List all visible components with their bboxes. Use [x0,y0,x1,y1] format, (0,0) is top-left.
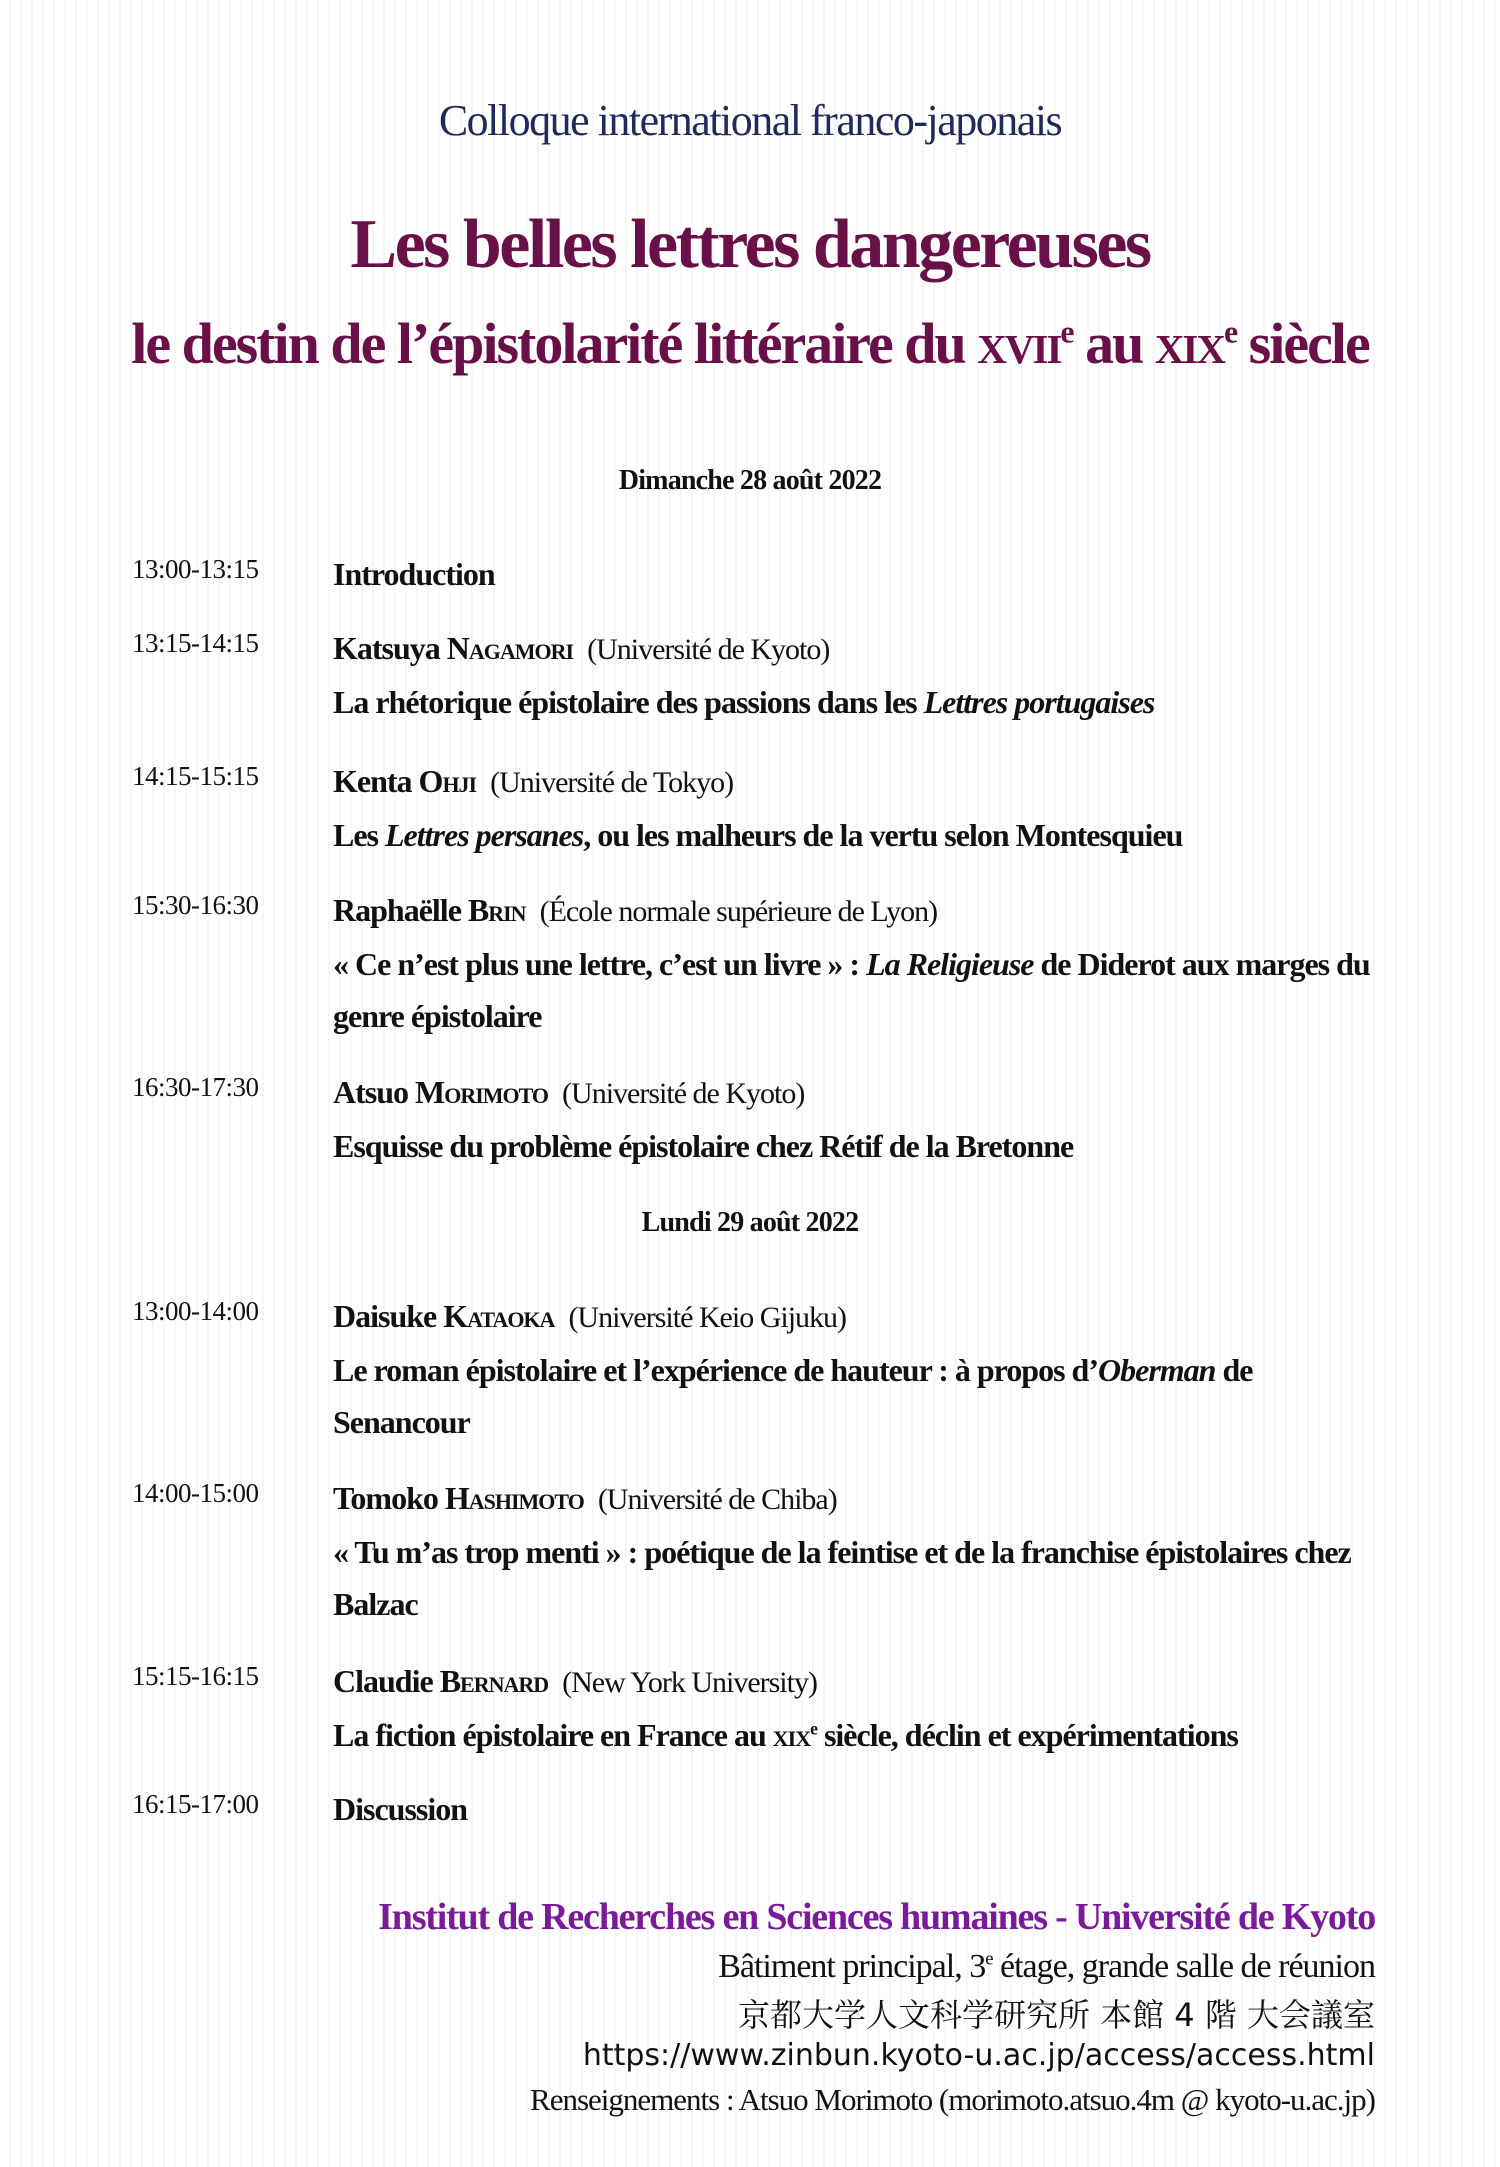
speaker [333,1472,1393,1526]
text-segment: Les [333,817,385,853]
session-time: 15:30-16:30 [132,890,259,920]
speaker-affiliation: (Université de Tokyo) [490,766,734,799]
speaker-last-name: Brin [467,892,526,928]
text-segment: au [1072,311,1155,376]
talk-title [333,1526,1393,1630]
speaker-affiliation: (École normale supérieure de Lyon) [539,895,938,928]
session-time: 16:15-17:00 [132,1789,259,1819]
access-url[interactable]: https://www.zinbun.kyoto-u.ac.jp/access/access.html [582,2038,1375,2073]
session-body [333,548,1393,600]
talk-title [333,1709,1393,1761]
speaker-first-name: Claudie [333,1663,433,1699]
speaker-affiliation: (Université de Kyoto) [562,1077,805,1110]
speaker-first-name: Atsuo [333,1074,409,1110]
session-body [333,884,1393,1042]
speaker-first-name: Katsuya [333,630,440,666]
session-body [333,1472,1393,1630]
speaker [333,884,1393,938]
text-segment: e [810,1718,817,1739]
text-segment: e [1060,314,1073,350]
session-time: 14:00-15:00 [132,1478,259,1508]
event-subtitle [0,310,1500,377]
speaker-last-name: Nagamori [446,630,574,666]
text-segment: Lettres persanes [385,817,584,853]
speaker-last-name: Ohji [418,763,477,799]
speaker-affiliation: (New York University) [562,1666,817,1699]
session-body [333,1290,1393,1448]
text-segment: Le roman épistolaire et l’expérience de hauteur : à propos d’ [333,1352,1098,1388]
talk-title [333,676,1393,728]
text-segment: siècle [1236,311,1369,376]
text-segment: « Tu m’as trop menti » : poétique de la feintise et de la franchise épistolaires chez Balzac [333,1534,1351,1622]
text-segment: de Senancour [333,1352,1253,1440]
speaker [333,1655,1393,1709]
session-time: 13:15-14:15 [132,628,259,658]
talk-title [333,809,1393,861]
session-time: 13:00-14:00 [132,1296,259,1326]
text-segment: e [1224,314,1237,350]
location-fr [718,1948,1375,1986]
speaker [333,1066,1393,1120]
text-segment: e [985,1948,993,1970]
speaker-first-name: Daisuke [333,1298,437,1334]
text-segment: étage, grande salle de réunion [992,1948,1375,1985]
text-segment: Introduction [333,556,495,592]
text-segment: Lettres portugaises [923,684,1155,720]
session-body [333,755,1393,861]
speaker-first-name: Raphaëlle [333,892,461,928]
text-segment: le destin de l’épistolarité littéraire du [131,311,978,376]
contact-info: Renseignements : Atsuo Morimoto (morimoto.atsuo.4m @ kyoto-u.ac.jp) [530,2082,1375,2117]
speaker-last-name: Kataoka [443,1298,555,1334]
text-segment: La rhétorique épistolaire des passions dans les [333,684,924,720]
text-segment: Bâtiment principal, 3 [718,1948,986,1985]
talk-title [333,1783,1393,1835]
speaker-affiliation: (Université Keio Gijuku) [568,1301,847,1334]
text-segment: La fiction épistolaire en France au [333,1717,773,1753]
event-title: Les belles lettres dangereuses [350,206,1150,283]
speaker-last-name: Hashimoto [444,1480,584,1516]
speaker-last-name: Morimoto [415,1074,549,1110]
session-body [333,1066,1393,1172]
session-time: 13:00-13:15 [132,554,259,584]
day-heading: Dimanche 28 août 2022 [618,465,882,496]
talk-title [333,1344,1393,1448]
location-ja: 京都大学人文科学研究所 本館 4 階 大会議室 [737,1996,1375,2034]
speaker-affiliation: (Université de Chiba) [597,1483,837,1516]
talk-title [333,938,1393,1042]
text-segment: « Ce n’est plus une lettre, c’est un livre » : [333,946,867,982]
session-body [333,622,1393,728]
institute-name: Institut de Recherches en Sciences humaines - Université de Kyoto [378,1896,1375,1938]
speaker [333,1290,1393,1344]
speaker-last-name: Bernard [439,1663,549,1699]
day-heading: Lundi 29 août 2022 [641,1207,859,1238]
speaker-first-name: Tomoko [333,1480,438,1516]
text-segment: Esquisse du problème épistolaire chez Rétif de la Bretonne [333,1128,1074,1164]
session-time: 16:30-17:30 [132,1072,259,1102]
text-segment: siècle, déclin et expérimentations [816,1717,1238,1753]
text-segment: La Religieuse [866,946,1034,982]
session-body [333,1655,1393,1761]
text-segment: xix [772,1717,811,1753]
text-segment: xix [1154,311,1225,376]
text-segment: Oberman [1098,1352,1216,1388]
text-segment: , ou les malheurs de la vertu selon Montesquieu [583,817,1183,853]
speaker [333,622,1393,676]
session-time: 14:15-15:15 [132,761,259,791]
speaker-first-name: Kenta [333,763,412,799]
text-segment: xvii [977,311,1061,376]
session-time: 15:15-16:15 [132,1661,259,1691]
speaker [333,755,1393,809]
talk-title [333,548,1393,600]
talk-title [333,1120,1393,1172]
session-body [333,1783,1393,1835]
text-segment: Discussion [333,1791,468,1827]
text-segment: de Diderot aux marges du genre épistolaire [333,946,1370,1034]
colloquium-subtitle: Colloque international franco-japonais [438,96,1062,145]
speaker-affiliation: (Université de Kyoto) [587,633,830,666]
